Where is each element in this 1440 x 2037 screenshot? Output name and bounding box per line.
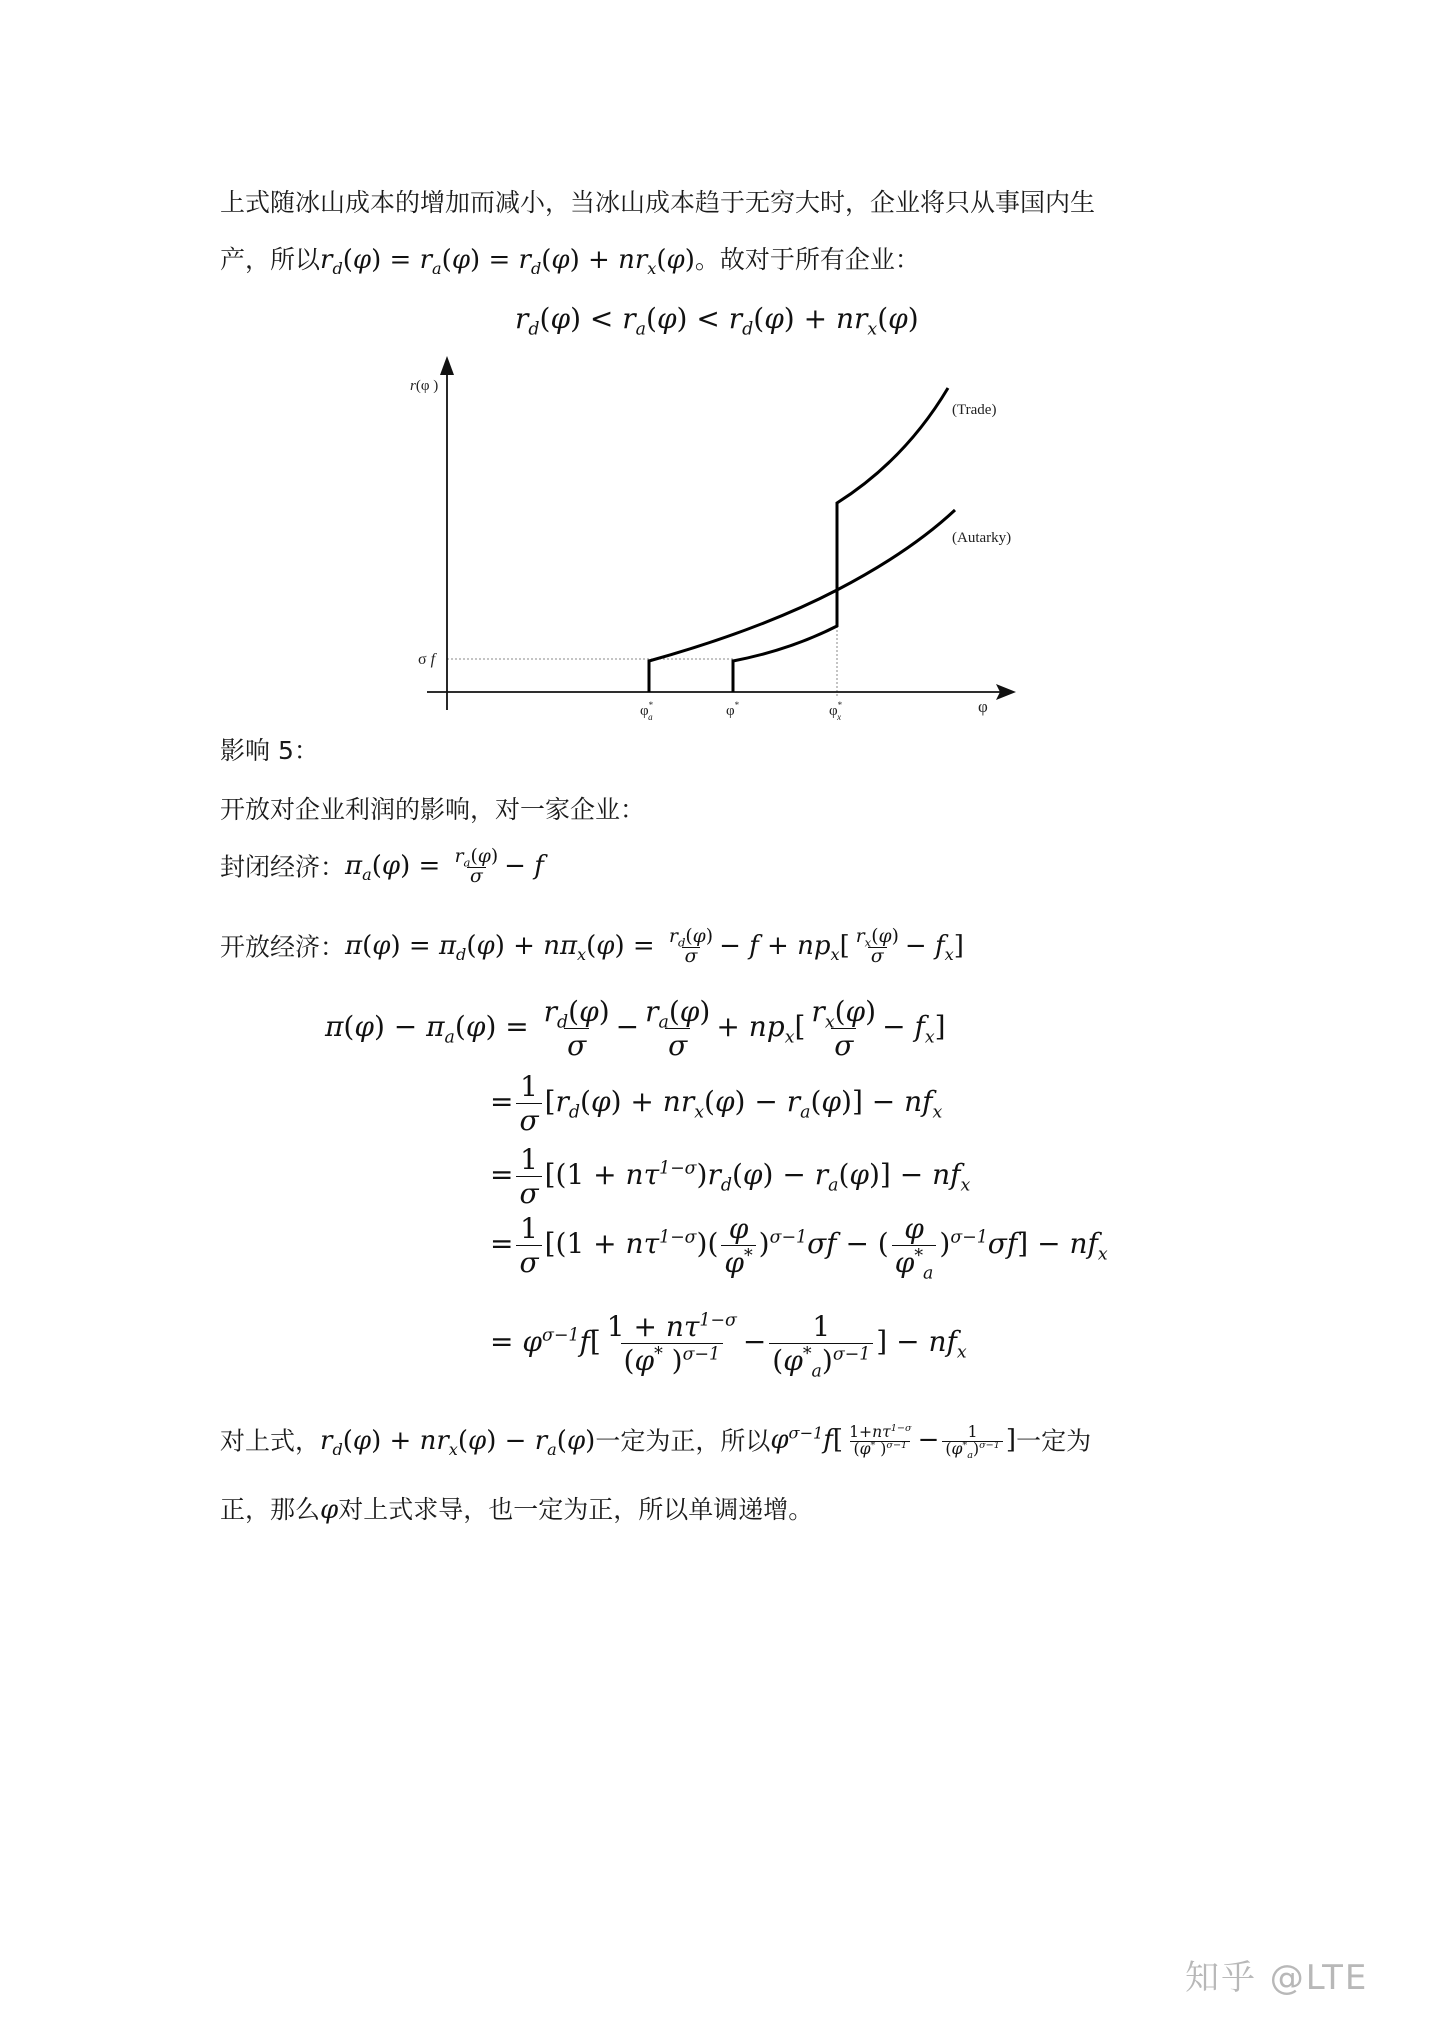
conclusion-prefix: 对上式， xyxy=(220,1426,321,1456)
conclusion-mid1: 一定为正，所以 xyxy=(595,1426,771,1456)
conclusion-mid2: 一定为 xyxy=(1016,1426,1092,1456)
section-heading: 影响 5： xyxy=(220,736,319,765)
trade-curve xyxy=(733,388,948,692)
derivation-step-3: = $\frac{1}{\sigma}$ $[(1 + n\tau^{1-\sigma})r_d(\varphi) - r_a(\varphi)] - nf_x$ xyxy=(490,1143,971,1210)
autarky-label: (Autarky) xyxy=(952,530,1012,546)
closed-economy-line xyxy=(220,848,544,886)
line2-suffix: 。故对于所有企业： xyxy=(694,245,920,274)
open-label: 开放经济： xyxy=(220,932,346,962)
line2-equation: $r_d(\varphi) = r_a(\varphi) = r_d(\varphi) + nr_x(\varphi)$ xyxy=(320,245,695,279)
conclusion-line-2: 正，那么φ对上式求导，也一定为正，所以单调递增。 xyxy=(220,1495,814,1525)
autarky-curve xyxy=(649,510,955,692)
line2-prefix: 产，所以 xyxy=(220,245,321,274)
y-axis-label: r(φ ) xyxy=(410,378,439,394)
paragraph-line-2 xyxy=(220,245,920,279)
open-economy-line xyxy=(220,928,964,966)
trade-label: (Trade) xyxy=(952,402,997,418)
x-axis-label: φ xyxy=(978,697,988,716)
x-tick-phi-a: φ* a xyxy=(640,700,654,722)
derivation-step-2: = $\frac{1}{\sigma}$ $[r_d(\varphi) + nr_x(\varphi) - r_a(\varphi)] - nf_x$ xyxy=(490,1070,943,1137)
section-intro: 开放对企业利润的影响，对一家企业： xyxy=(220,795,646,824)
inequality-equation: $r_d(\varphi) < r_a(\varphi) < r_d(\varphi) + nr_x(\varphi)$ xyxy=(515,302,919,340)
x-tick-phi-star: φ* xyxy=(726,700,740,719)
zhihu-watermark: 知乎 @LTE xyxy=(1185,1958,1369,1998)
y-tick-sigma-f: σ f xyxy=(418,651,436,668)
derivation-step-1: $\pi(\varphi) - \pi_a(\varphi)$ = $\frac{r_d(\varphi)}{\sigma}$ − $\frac{r_a(\varphi)}{\sigma}$ + $np_x$[ $\frac{r_x(\varphi)}{\sigma}$ − $f_x$] xyxy=(325,995,946,1062)
derivation-step-4: = $\frac{1}{\sigma}$ [$(1 + n\tau^{1-\sigma})$( $\frac{\varphi}{\varphi^*}$ )$^{\sigma-1}$σf − ( $\frac{\varphi}{\varphi^*_a}$ )$^{\sigma-1}\sigma f] - nf_x$ xyxy=(490,1212,1108,1284)
y-axis-arrow-icon xyxy=(440,356,454,375)
revenue-diagram xyxy=(410,340,1030,730)
derivation-step-5: = $\varphi^{\sigma-1}f$[ $\frac{1 + n\tau^{1-\sigma}}{(\varphi^* )^{\sigma-1}}$ − $\frac{1}{(\varphi^*_a)^{\sigma-1}}$ ] − $nf_x$ xyxy=(490,1310,967,1382)
x-tick-phi-x: φ* x xyxy=(829,700,843,722)
paragraph-line-1: 上式随冰山成本的增加而减小，当冰山成本趋于无穷大时，企业将只从事国内生 xyxy=(220,188,1096,217)
conclusion-line2-a: 正，那么 xyxy=(220,1495,321,1524)
conclusion-line2-b: 对上式求导，也一定为正，所以单调递增。 xyxy=(338,1495,814,1524)
conclusion-line-1: 对上式，$r_d(\varphi) + nr_x(\varphi) - r_a(\varphi)$一定为正，所以$\varphi^{\sigma-1}f$[ $\frac{1+n\tau^{1-\sigma}}{(\varphi^* )^{\sigma-1}}$ − $\frac{1}{(\varphi^*_a)^{\sigma-1}}$ ]一定为 xyxy=(220,1422,1092,1461)
closed-formula: $\pi_a(\varphi)$ = $\frac{r_a(\varphi)}{\sigma}$ − f xyxy=(345,846,544,887)
closed-label: 封闭经济： xyxy=(220,852,346,882)
guide-lines xyxy=(447,626,837,698)
open-formula: $\pi(\varphi) = \pi_d(\varphi) + n\pi_x(\varphi)$ = $\frac{r_d(\varphi)}{\sigma}$ − $f + np_x$[ $\frac{r_x(\varphi)}{\sigma}$ − $f_x$] xyxy=(345,926,964,967)
